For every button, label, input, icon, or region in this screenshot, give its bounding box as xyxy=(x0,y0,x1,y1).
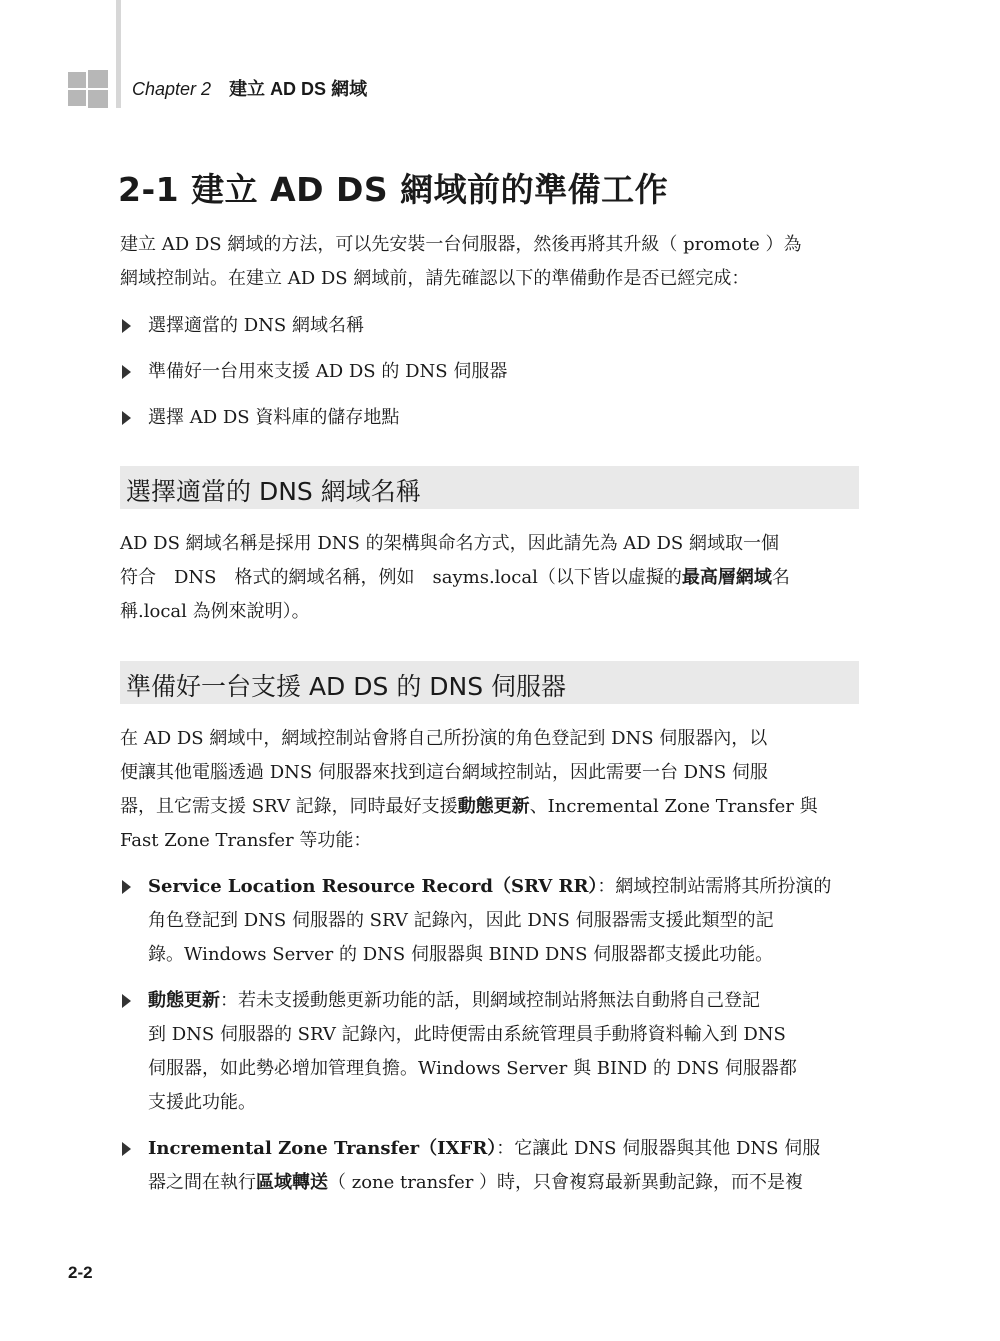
paragraph-line xyxy=(148,1166,860,1200)
list-item-text: 選擇適當的 DNS 網域名稱 xyxy=(148,315,364,336)
text-run: ：網域控制站需將其所扮演的 xyxy=(597,876,832,897)
bold-term: 區域轉送 xyxy=(256,1172,328,1193)
dns-feature-list xyxy=(120,870,860,1200)
text-run: ：若未支援動態更新功能的話，則網域控制站將無法自動將自己登記 xyxy=(220,990,760,1011)
list-item xyxy=(120,984,860,1120)
intro-line: 網域控制站。在建立 AD DS 網域前，請先確認以下的準備動作是否已經完成： xyxy=(120,268,750,289)
paragraph-line: 支援此功能。 xyxy=(148,1092,256,1113)
header-accent-bar xyxy=(116,0,121,108)
chapter-number: Chapter 2 xyxy=(132,79,212,99)
paragraph-line: 稱.local 為例來說明）。 xyxy=(120,601,310,622)
text-run: 、Incremental Zone Transfer 與 xyxy=(529,796,818,817)
bold-term: Incremental Zone Transfer（IXFR） xyxy=(148,1138,497,1159)
paragraph-line: Fast Zone Transfer 等功能： xyxy=(120,830,372,851)
paragraph-line: 伺服器，如此勢必增加管理負擔。Windows Server 與 BIND 的 DNS 伺服器都 xyxy=(148,1058,797,1079)
intro-line: 建立 AD DS 網域的方法，可以先安裝一台伺服器，然後再將其升級（ promote ）為 xyxy=(120,234,802,255)
paragraph-line: 在 AD DS 網域中，網域控制站會將自己所扮演的角色登記到 DNS 伺服器內，以 xyxy=(120,728,768,749)
list-item-text: 選擇 AD DS 資料庫的儲存地點 xyxy=(148,407,400,428)
text-run: ：它讓此 DNS 伺服器與其他 DNS 伺服 xyxy=(496,1138,821,1159)
bold-term: 動態更新 xyxy=(457,796,530,817)
list-item xyxy=(120,1132,860,1200)
bold-term: Service Location Resource Record（SRV RR） xyxy=(148,876,598,897)
bold-term: 動態更新 xyxy=(148,990,220,1011)
text-run: （ zone transfer ）時，只會複寫最新異動記錄，而不是複 xyxy=(328,1172,804,1193)
chapter-title: 建立 AD DS 網域 xyxy=(229,79,368,99)
running-header xyxy=(132,75,367,101)
paragraph-line: AD DS 網域名稱是採用 DNS 的架構與命名方式，因此請先為 AD DS 網域取一個 xyxy=(120,533,779,554)
page-number: 2-2 xyxy=(68,1263,93,1282)
dns-server-paragraph xyxy=(120,722,858,858)
subsection-title: 準備好一台支援 AD DS 的 DNS 伺服器 xyxy=(126,672,567,701)
paragraph-line xyxy=(120,561,858,595)
paragraph-line: 到 DNS 伺服器的 SRV 記錄內，此時便需由系統管理員手動將資料輸入到 DNS xyxy=(148,1024,786,1045)
paragraph-line xyxy=(148,870,860,904)
section-title: 2-1 建立 AD DS 網域前的準備工作 xyxy=(118,170,669,209)
bullet-triangle-icon xyxy=(122,1142,131,1156)
windows-logo-icon xyxy=(68,70,108,108)
subsection-heading-dns-name xyxy=(120,466,859,509)
paragraph-line xyxy=(120,790,858,824)
text-run: 器之間在執行 xyxy=(148,1172,256,1193)
subsection-title: 選擇適當的 DNS 網域名稱 xyxy=(126,477,421,506)
bullet-triangle-icon xyxy=(122,994,131,1008)
text-run: 名 xyxy=(771,567,790,588)
paragraph-line: 錄。Windows Server 的 DNS 伺服器與 BIND DNS 伺服器都支援此功能。 xyxy=(148,944,774,965)
paragraph-line xyxy=(148,984,860,1018)
list-item xyxy=(120,355,860,401)
paragraph-line: 便讓其他電腦透過 DNS 伺服器來找到這台網域控制站，因此需要一台 DNS 伺服 xyxy=(120,762,768,783)
list-item xyxy=(120,309,860,355)
bullet-triangle-icon xyxy=(122,319,131,333)
text-run: 器，且它需支援 SRV 記錄，同時最好支援 xyxy=(120,796,458,817)
bold-term: 最高層網域 xyxy=(681,567,772,588)
paragraph-line: 角色登記到 DNS 伺服器的 SRV 記錄內，因此 DNS 伺服器需支援此類型的記 xyxy=(148,910,774,931)
text-run: 符合 DNS 格式的網域名稱，例如 sayms.local（以下皆以虛擬的 xyxy=(120,567,682,588)
list-item xyxy=(120,401,860,435)
list-item xyxy=(120,870,860,972)
paragraph-line xyxy=(148,1132,860,1166)
subsection-heading-dns-server xyxy=(120,661,859,704)
prep-checklist xyxy=(120,309,860,435)
intro-paragraph xyxy=(120,228,858,296)
bullet-triangle-icon xyxy=(122,880,131,894)
dns-name-paragraph xyxy=(120,527,858,629)
list-item-text: 準備好一台用來支援 AD DS 的 DNS 伺服器 xyxy=(148,361,508,382)
bullet-triangle-icon xyxy=(122,411,131,425)
bullet-triangle-icon xyxy=(122,365,131,379)
